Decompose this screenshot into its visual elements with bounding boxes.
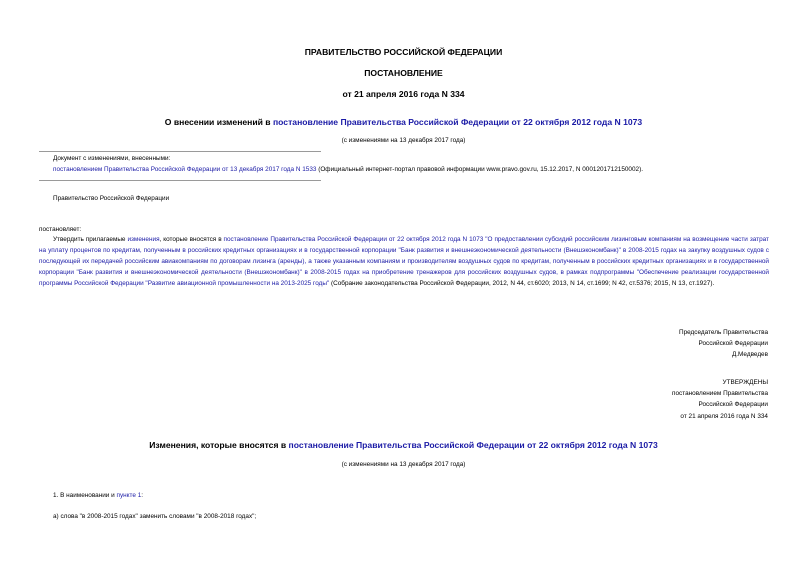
- document-title-prefix: О внесении изменений в: [164, 117, 273, 127]
- paragraph-text-2: , которые вносятся в: [159, 236, 224, 243]
- item-1a: а) слова "в 2008-2015 годах" заменить словами "в 2008-2018 годах";: [53, 513, 257, 520]
- resolves-word: постановляет:: [39, 226, 82, 233]
- document-title: [0, 117, 807, 127]
- divider-bottom: [39, 180, 321, 181]
- changes-link[interactable]: изменения: [127, 236, 160, 243]
- document-date-number: от 21 апреля 2016 года N 334: [342, 89, 465, 99]
- changes-title: [0, 440, 807, 450]
- approved-date: от 21 апреля 2016 года N 334: [680, 412, 768, 420]
- item-1-prefix: 1. В наименовании и: [53, 492, 117, 499]
- approved-label: УТВЕРЖДЕНЫ: [722, 379, 768, 386]
- amended-resolution-link[interactable]: постановление Правительства Российской Федерации от 22 октября 2012 года N 1073: [272, 117, 643, 127]
- document-type-heading: ПОСТАНОВЛЕНИЕ: [364, 68, 443, 78]
- changes-revision-note: (с изменениями на 13 декабря 2017 года): [341, 461, 466, 468]
- changes-title-prefix: Изменения, которые вносятся в: [149, 440, 289, 450]
- approved-by: постановлением Правительства: [672, 390, 768, 398]
- signature-country: Российской Федерации: [698, 340, 768, 348]
- signature-block: [679, 327, 768, 361]
- issuer: Правительство Российской Федерации: [53, 195, 170, 202]
- item-1: [53, 492, 143, 499]
- approved-block: [672, 377, 768, 422]
- signature-name: Д.Медведев: [731, 351, 768, 359]
- government-heading: ПРАВИТЕЛЬСТВО РОССИЙСКОЙ ФЕДЕРАЦИИ: [304, 47, 503, 57]
- paragraph-text-1: Утвердить прилагаемые: [53, 236, 128, 243]
- divider-top: [39, 151, 321, 152]
- approved-country: Российской Федерации: [698, 401, 768, 409]
- item-1-suffix: :: [141, 492, 144, 499]
- signature-position: Председатель Правительства: [679, 329, 768, 336]
- revision-note: (с изменениями на 13 декабря 2017 года): [341, 137, 466, 144]
- resolution-1073-link[interactable]: постановление Правительства Российской Федерации от 22 октября 2012 года N 1073 "О предоставлении субсидий российским лизинговым компаниям на возмещение части затрат на уплату процентов по кредитам, полученным в российских кредитных организациях и в государственной корпорации "Банк развития и внешнеэкономической деятельности (Внешэкономбанк)" в 2008-2015 годах на закупку воздушных судов с последующей их передачей российским авиакомпаниям по договорам лизинга (аренды), а также указанным компаниям и производителям воздушных судов по кредитам, полученным в российских кредитных организациях и в государственной корпорации "Банк развития и внешнеэкономической деятельности (Внешэкономбанк)" в 2008-2015 годах на приобретение тренажеров для российских воздушных судов, в рамках подпрограммы "Обеспечение реализации государственной программы Российской Федерации "Развитие авиационной промышленности на 2013-2025 годы": [39, 236, 769, 287]
- changes-box-entry: [53, 166, 643, 173]
- paragraph-text-3: (Собрание законодательства Российской Федерации, 2012, N 44, ст.6020; 2013, N 14, ст.1699; N 42, ст.5376; 2015, N 13, ст.1927).: [329, 280, 715, 287]
- amending-resolution-link[interactable]: постановлением Правительства Российской Федерации от 13 декабря 2017 года N 1533: [53, 166, 317, 173]
- changes-title-link[interactable]: постановление Правительства Российской Федерации от 22 октября 2012 года N 1073: [288, 440, 658, 450]
- changes-box-source: (Официальный интернет-портал правовой информации www.pravo.gov.ru, 15.12.2017, N 0001201712150002).: [316, 166, 644, 173]
- main-paragraph: [39, 234, 769, 289]
- item-1-link[interactable]: пункте 1: [116, 492, 142, 499]
- changes-box-label: Документ с изменениями, внесенными:: [53, 155, 171, 162]
